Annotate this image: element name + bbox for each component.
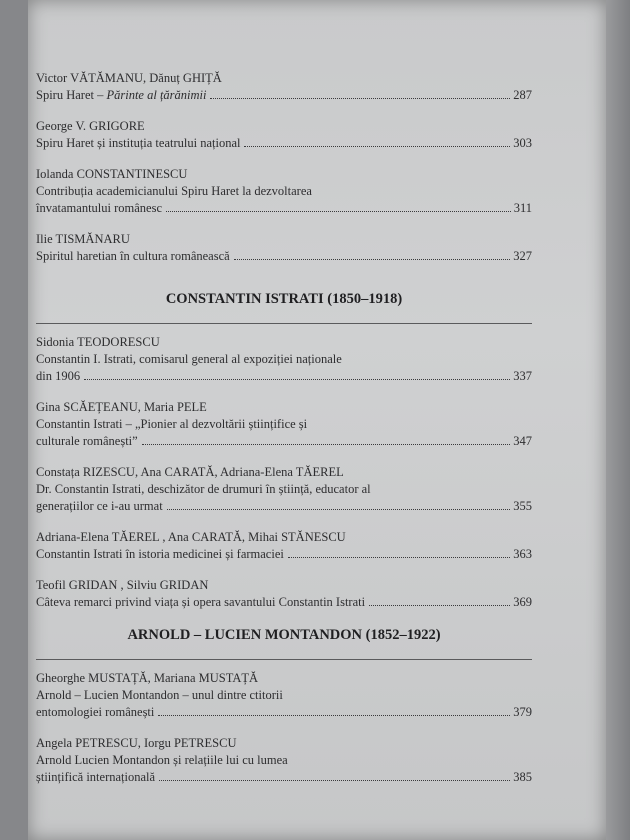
entry-authors: Gina SCĂEȚEANU, Maria PELE <box>36 400 207 414</box>
entry-page-number: 363 <box>513 547 532 561</box>
entry-page-number: 347 <box>513 434 532 448</box>
entry-title-text: entomologiei românești <box>36 705 155 719</box>
entry-authors: Ilie TISMĂNARU <box>36 232 130 246</box>
entry-title-text: Dr. Constantin Istrati, deschizător de drumuri în știință, educator al <box>36 482 371 496</box>
entry-title-line <box>36 87 532 104</box>
entry-title-line <box>36 481 532 498</box>
entry-title-line <box>36 135 532 152</box>
toc-entry <box>36 529 532 563</box>
entry-title-line <box>36 546 532 563</box>
entry-title-text: Constantin Istrati în istoria medicinei și farmaciei <box>36 547 284 561</box>
entry-title-text: din 1906 <box>36 369 81 383</box>
entry-title-text: Spiru Haret și instituția teatrului național <box>36 136 241 150</box>
entry-page-number: 385 <box>513 770 532 784</box>
leader-dots <box>210 98 510 99</box>
entry-page-number: 355 <box>513 499 532 513</box>
leader-dots <box>142 444 511 445</box>
entry-page-number: 337 <box>513 369 532 383</box>
entry-title-line <box>36 416 532 433</box>
toc-entry <box>36 670 532 721</box>
entry-page-number: 303 <box>513 136 532 150</box>
toc-entry <box>36 735 532 786</box>
entry-title-line <box>36 704 532 721</box>
toc-entry <box>36 399 532 450</box>
entry-title-line <box>36 183 532 200</box>
leader-dots <box>167 509 511 510</box>
entry-authors: Teofil GRIDAN , Silviu GRIDAN <box>36 578 209 592</box>
page-edge <box>606 0 630 840</box>
leader-dots <box>288 557 510 558</box>
entry-authors: George V. GRIGORE <box>36 119 145 133</box>
entry-page-number: 287 <box>513 88 532 102</box>
leader-dots <box>234 259 511 260</box>
entry-authors: Adriana-Elena TĂEREL , Ana CARATĂ, Mihai STĂNESCU <box>36 530 346 544</box>
entry-title-text: Spiritul haretian în cultura românească <box>36 249 230 263</box>
leader-dots <box>166 211 511 212</box>
entry-title-line <box>36 200 532 217</box>
entry-page-number: 311 <box>513 201 532 215</box>
entry-title-text: învatamantului românesc <box>36 201 163 215</box>
leader-dots <box>84 379 510 380</box>
entry-authors: Gheorghe MUSTAȚĂ, Mariana MUSTAȚĂ <box>36 671 259 685</box>
entry-title-line <box>36 769 532 786</box>
leader-dots <box>244 146 510 147</box>
section-title: CONSTANTIN ISTRATI (1850–1918) <box>165 291 403 307</box>
entry-title-line <box>36 498 532 515</box>
entry-title-text: Constantin Istrati – „Pionier al dezvoltării științifice și <box>36 417 308 431</box>
entry-title-text: științifică internațională <box>36 770 156 784</box>
entry-title-text: culturale românești” <box>36 434 138 448</box>
section-rule <box>36 659 532 660</box>
entry-title-text: Arnold Lucien Montandon și relațiile lui cu lumea <box>36 753 288 767</box>
entry-title-text: generațiilor ce i-au urmat <box>36 499 163 513</box>
entry-title-line <box>36 752 532 769</box>
entry-authors: Constața RIZESCU, Ana CARATĂ, Adriana-Elena TĂEREL <box>36 465 344 479</box>
entry-page-number: 369 <box>513 595 532 609</box>
table-of-contents <box>36 70 532 800</box>
entry-title-text: Arnold – Lucien Montandon – unul dintre ctitorii <box>36 688 283 702</box>
section-rule <box>36 323 532 324</box>
leader-dots <box>159 780 510 781</box>
entry-title-line <box>36 433 532 450</box>
entry-authors: Angela PETRESCU, Iorgu PETRESCU <box>36 736 237 750</box>
section-title: ARNOLD – LUCIEN MONTANDON (1852–1922) <box>127 627 441 643</box>
entry-authors: Victor VĂTĂMANU, Dănuț GHIȚĂ <box>36 71 222 85</box>
toc-entry <box>36 577 532 611</box>
entry-title-text: Contribuția academicianului Spiru Haret la dezvoltarea <box>36 184 312 198</box>
toc-entry <box>36 464 532 515</box>
entry-title-text: Spiru Haret – Părinte al țărănimii <box>36 88 207 102</box>
entry-title-line <box>36 351 532 368</box>
entry-title-line <box>36 687 532 704</box>
toc-entry <box>36 118 532 152</box>
entry-title-italic: Părinte al țărănimii <box>106 88 207 102</box>
entry-page-number: 327 <box>513 249 532 263</box>
entry-title-text: Constantin I. Istrati, comisarul general al expoziției naționale <box>36 352 342 366</box>
toc-entry <box>36 70 532 104</box>
entry-page-number: 379 <box>513 705 532 719</box>
leader-dots <box>158 715 510 716</box>
entry-title-text: Câteva remarci privind viața și opera savantului Constantin Istrati <box>36 595 366 609</box>
entry-title-line <box>36 368 532 385</box>
toc-entry <box>36 334 532 385</box>
entry-title-line <box>36 248 532 265</box>
entry-title-line <box>36 594 532 611</box>
entry-authors: Sidonia TEODORESCU <box>36 335 160 349</box>
toc-entry <box>36 166 532 217</box>
leader-dots <box>369 605 510 606</box>
entry-authors: Iolanda CONSTANTINESCU <box>36 167 188 181</box>
toc-entry <box>36 231 532 265</box>
